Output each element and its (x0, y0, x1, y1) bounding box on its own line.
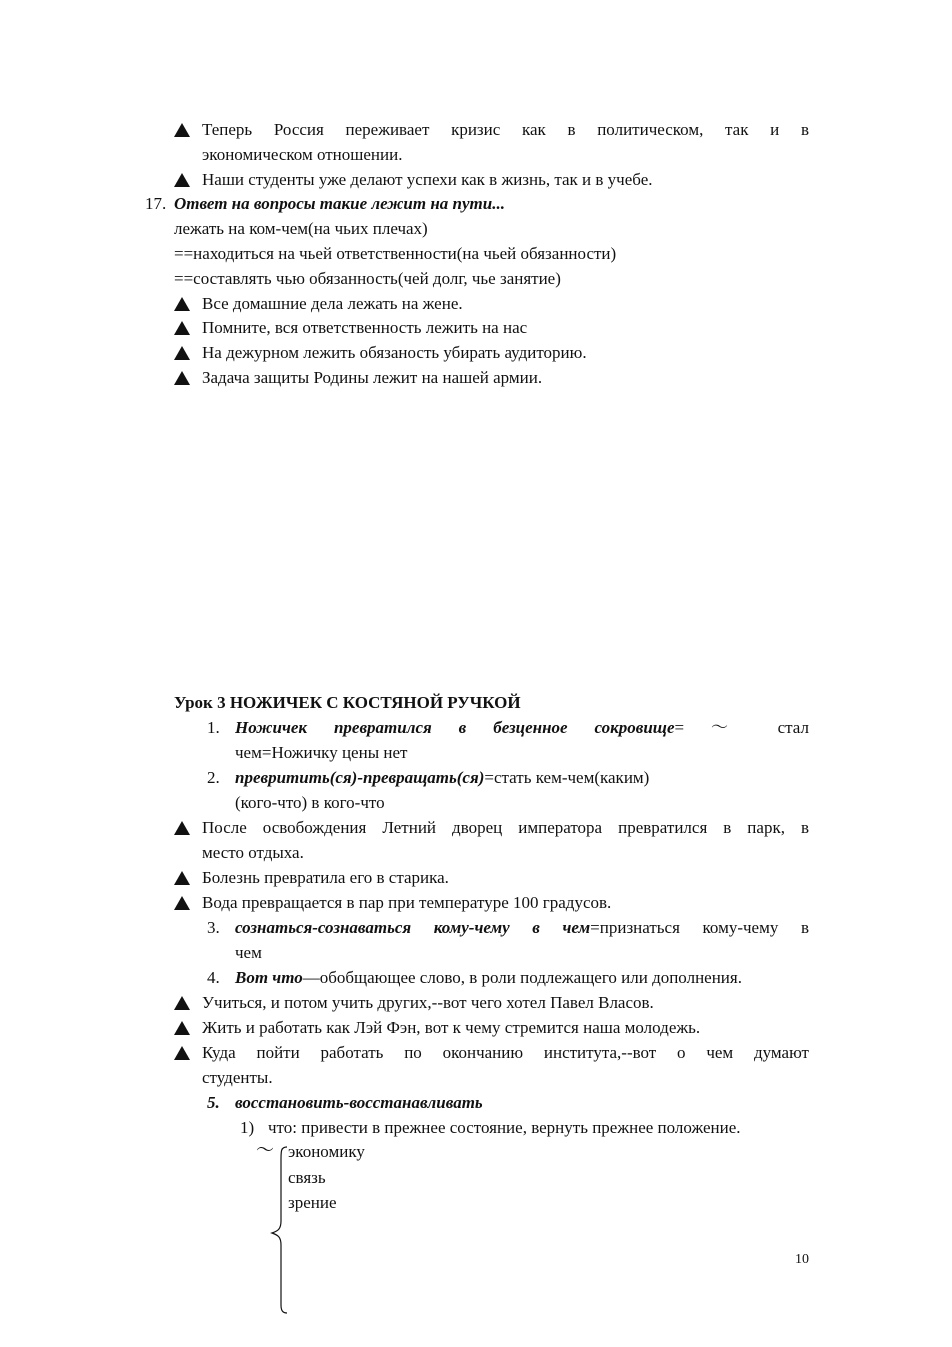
definition-line: лежать на ком-чем(на чьих плечах) (174, 219, 428, 238)
item-number: 2. (207, 768, 220, 787)
bullet-triangle-icon (174, 896, 190, 910)
bullet-triangle-icon (174, 346, 190, 360)
example-line: После освобождения Летний дворец императора превратился в парк, в (202, 818, 809, 837)
item-continuation: чем=Ножичку цены нет (235, 743, 408, 762)
example-line: Учиться, и потом учить других,--вот чего хотел Павел Власов. (202, 993, 654, 1012)
bullet-triangle-icon (174, 871, 190, 885)
item-number: 5. (207, 1093, 220, 1112)
item-heading (235, 966, 742, 990)
item-number: 3. (207, 918, 220, 937)
item-number: 4. (207, 968, 220, 987)
example-line: Болезнь превратила его в старика. (202, 868, 449, 887)
tilde-symbol: ～ (256, 1140, 274, 1161)
example-line: Задача защиты Родины лежит на нашей армии. (202, 368, 543, 387)
item-rest: = ～ стал (674, 718, 809, 737)
example-line: На дежурном лежить обязаность убирать аудиторию. (202, 343, 587, 362)
example-line: Куда пойти работать по окончанию института,--вот о чем думают (202, 1043, 809, 1062)
brace-list-item: экономику (288, 1142, 365, 1161)
sub-item-number: 1) (240, 1118, 255, 1137)
item-heading: восстановить-восстанавливать (235, 1093, 483, 1112)
example-line: Теперь Россия переживает кризис как в политическом, так и в (202, 120, 809, 139)
bullet-triangle-icon (174, 1046, 190, 1060)
item-continuation: чем (235, 943, 262, 962)
item-bold-phrase: превритить(ся)-превращать(ся) (235, 768, 485, 787)
item-rest: =стать кем-чем(каким) (484, 768, 650, 787)
item-bold-phrase: Вот что (235, 968, 303, 987)
item-heading: Ответ на вопросы такие лежит на пути... (174, 194, 505, 213)
brace-list-item: связь (288, 1168, 326, 1187)
bullet-triangle-icon (174, 123, 190, 137)
item-number: 17. (145, 194, 167, 213)
bullet-triangle-icon (174, 297, 190, 311)
item-heading (235, 766, 649, 790)
item-bold-phrase: сознаться-сознаваться кому-чему в чем (235, 918, 591, 937)
item-heading (235, 916, 809, 940)
item-continuation: (кого-что) в кого-что (235, 793, 385, 812)
example-line: Наши студенты уже делают успехи как в жизнь, так и в учебе. (202, 170, 653, 189)
example-line: Жить и работать как Лэй Фэн, вот к чему стремится наша молодежь. (202, 1018, 701, 1037)
example-line-continuation: экономическом отношении. (202, 145, 403, 164)
example-line: Вода превращается в пар при температуре 100 градусов. (202, 893, 612, 912)
example-line-continuation: студенты. (202, 1068, 273, 1087)
example-line: Все домашние дела лежать на жене. (202, 294, 463, 313)
bullet-triangle-icon (174, 173, 190, 187)
example-line: Помните, вся ответственность лежить на нас (202, 318, 528, 337)
definition-line: ==составлять чью обязанность(чей долг, чье занятие) (174, 269, 561, 288)
item-bold-phrase: Ножичек превратился в безценное сокровище (235, 718, 675, 737)
bullet-triangle-icon (174, 371, 190, 385)
sub-item-text: что: привести в прежнее состояние, вернуть прежнее положение. (268, 1118, 741, 1137)
lesson-title: Урок 3 НОЖИЧЕК С КОСТЯНОЙ РУЧКОЙ (174, 693, 521, 712)
bullet-triangle-icon (174, 1021, 190, 1035)
bullet-triangle-icon (174, 321, 190, 335)
example-line-continuation: место отдыха. (202, 843, 304, 862)
item-heading (235, 716, 809, 740)
item-rest: —обобщающее слово, в роли подлежащего или дополнения. (302, 968, 742, 987)
page-number: 10 (795, 1252, 809, 1267)
definition-line: ==находиться на чьей ответственности(на чьей обязанности) (174, 244, 617, 263)
item-rest: =признаться кому-чему в (590, 918, 809, 937)
bullet-triangle-icon (174, 821, 190, 835)
brace-list-item: зрение (288, 1193, 337, 1212)
bullet-triangle-icon (174, 996, 190, 1010)
item-number: 1. (207, 718, 220, 737)
